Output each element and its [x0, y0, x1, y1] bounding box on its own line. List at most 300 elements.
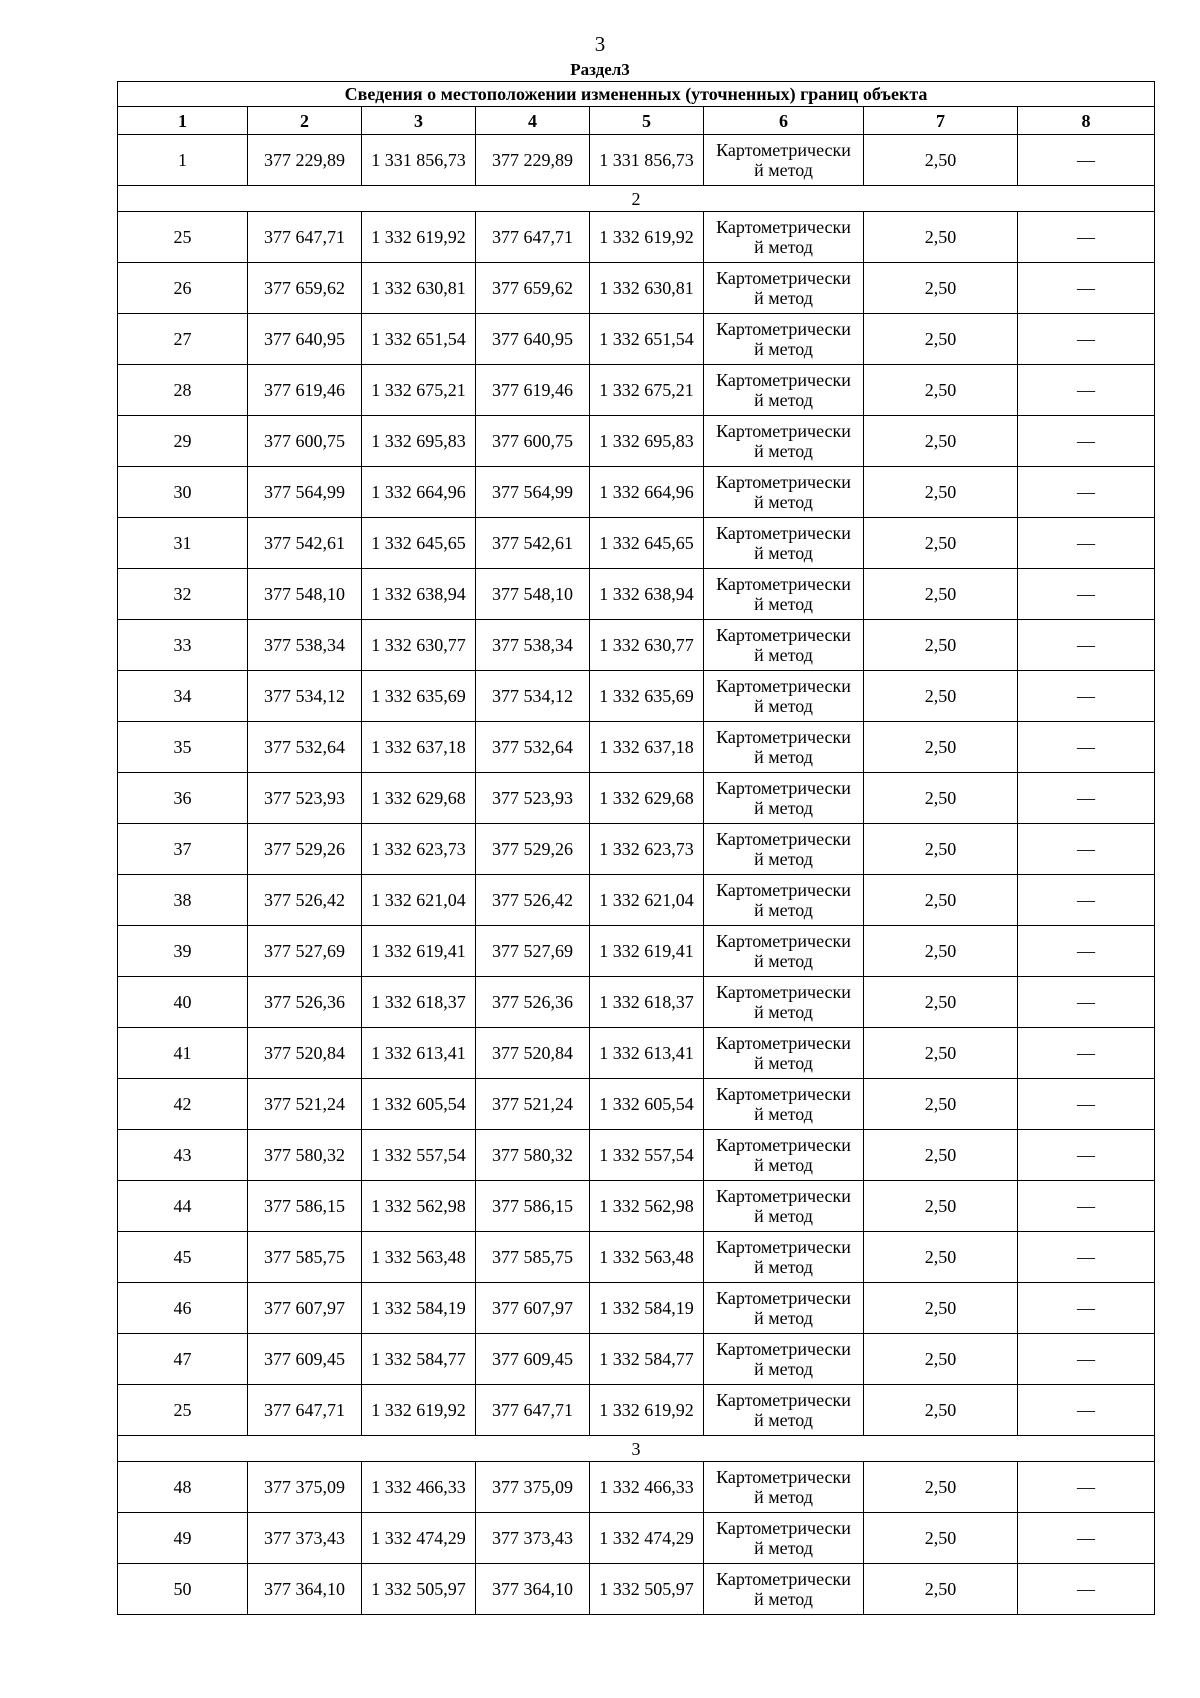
- y-new-cell: 1 332 629,68: [590, 773, 704, 824]
- y-old-cell: 1 332 619,92: [362, 1385, 476, 1436]
- method-cell: [704, 773, 864, 824]
- x-new-cell: 377 520,84: [476, 1028, 590, 1079]
- x-old-cell: 377 640,95: [248, 314, 362, 365]
- x-old-cell: 377 527,69: [248, 926, 362, 977]
- method-text-line1: Картометрически: [716, 1288, 851, 1308]
- point-number-cell: 47: [118, 1334, 248, 1385]
- method-text-line1: Картометрически: [716, 982, 851, 1002]
- description-cell: —: [1018, 1232, 1155, 1283]
- column-number: 3: [362, 107, 476, 135]
- method-text-line1: Картометрически: [716, 1186, 851, 1206]
- method-text-line2: й метод: [754, 849, 813, 869]
- table-caption-row: [118, 82, 1155, 107]
- method-text-line1: Картометрически: [716, 1390, 851, 1410]
- accuracy-cell: 2,50: [864, 671, 1018, 722]
- y-new-cell: 1 332 651,54: [590, 314, 704, 365]
- description-cell: —: [1018, 314, 1155, 365]
- point-number-cell: 26: [118, 263, 248, 314]
- point-number-cell: 45: [118, 1232, 248, 1283]
- method-cell: [704, 467, 864, 518]
- x-new-cell: 377 609,45: [476, 1334, 590, 1385]
- accuracy-cell: 2,50: [864, 1385, 1018, 1436]
- y-new-cell: 1 332 584,19: [590, 1283, 704, 1334]
- x-old-cell: 377 521,24: [248, 1079, 362, 1130]
- accuracy-cell: 2,50: [864, 1283, 1018, 1334]
- point-number-cell: 43: [118, 1130, 248, 1181]
- description-cell: —: [1018, 1079, 1155, 1130]
- method-text-line2: й метод: [754, 492, 813, 512]
- method-cell: [704, 569, 864, 620]
- x-old-cell: 377 586,15: [248, 1181, 362, 1232]
- description-cell: —: [1018, 1513, 1155, 1564]
- method-text-line1: Картометрически: [716, 880, 851, 900]
- column-number-row: [118, 107, 1155, 135]
- y-new-cell: 1 332 618,37: [590, 977, 704, 1028]
- y-old-cell: 1 332 664,96: [362, 467, 476, 518]
- y-new-cell: 1 332 562,98: [590, 1181, 704, 1232]
- method-cell: [704, 1513, 864, 1564]
- method-text-line2: й метод: [754, 696, 813, 716]
- description-cell: —: [1018, 365, 1155, 416]
- section-title: Раздел3: [570, 60, 630, 79]
- method-cell: [704, 212, 864, 263]
- table-row: [118, 263, 1155, 314]
- x-old-cell: 377 647,71: [248, 212, 362, 263]
- method-text-line1: Картометрически: [716, 1467, 851, 1487]
- accuracy-cell: 2,50: [864, 212, 1018, 263]
- y-old-cell: 1 332 557,54: [362, 1130, 476, 1181]
- point-number-cell: 33: [118, 620, 248, 671]
- method-text-line2: й метод: [754, 1538, 813, 1558]
- method-text-line2: й метод: [754, 1002, 813, 1022]
- column-number: 8: [1018, 107, 1155, 135]
- accuracy-cell: 2,50: [864, 773, 1018, 824]
- x-old-cell: 377 647,71: [248, 1385, 362, 1436]
- method-cell: [704, 135, 864, 186]
- point-number-cell: 28: [118, 365, 248, 416]
- x-new-cell: 377 364,10: [476, 1564, 590, 1615]
- x-old-cell: 377 607,97: [248, 1283, 362, 1334]
- y-new-cell: 1 332 613,41: [590, 1028, 704, 1079]
- point-number-cell: 25: [118, 212, 248, 263]
- accuracy-cell: 2,50: [864, 620, 1018, 671]
- x-old-cell: 377 529,26: [248, 824, 362, 875]
- description-cell: —: [1018, 263, 1155, 314]
- table-row: [118, 1462, 1155, 1513]
- x-new-cell: 377 538,34: [476, 620, 590, 671]
- method-cell: [704, 1079, 864, 1130]
- method-cell: [704, 518, 864, 569]
- x-old-cell: 377 520,84: [248, 1028, 362, 1079]
- y-old-cell: 1 332 635,69: [362, 671, 476, 722]
- y-new-cell: 1 331 856,73: [590, 135, 704, 186]
- y-old-cell: 1 332 651,54: [362, 314, 476, 365]
- table-row: [118, 1232, 1155, 1283]
- method-text-line2: й метод: [754, 441, 813, 461]
- table-row: [118, 1564, 1155, 1615]
- accuracy-cell: 2,50: [864, 365, 1018, 416]
- x-new-cell: 377 526,36: [476, 977, 590, 1028]
- x-new-cell: 377 542,61: [476, 518, 590, 569]
- accuracy-cell: 2,50: [864, 875, 1018, 926]
- point-number-cell: 36: [118, 773, 248, 824]
- method-text-line2: й метод: [754, 1487, 813, 1507]
- y-new-cell: 1 332 635,69: [590, 671, 704, 722]
- point-number-cell: 35: [118, 722, 248, 773]
- y-old-cell: 1 332 619,41: [362, 926, 476, 977]
- column-number: 4: [476, 107, 590, 135]
- description-cell: —: [1018, 1283, 1155, 1334]
- contour-number: 2: [118, 186, 1155, 212]
- point-number-cell: 25: [118, 1385, 248, 1436]
- y-old-cell: 1 332 695,83: [362, 416, 476, 467]
- point-number-cell: 44: [118, 1181, 248, 1232]
- description-cell: —: [1018, 926, 1155, 977]
- y-new-cell: 1 332 645,65: [590, 518, 704, 569]
- y-new-cell: 1 332 619,92: [590, 1385, 704, 1436]
- x-new-cell: 377 375,09: [476, 1462, 590, 1513]
- accuracy-cell: 2,50: [864, 977, 1018, 1028]
- description-cell: —: [1018, 518, 1155, 569]
- x-new-cell: 377 647,71: [476, 1385, 590, 1436]
- description-cell: —: [1018, 773, 1155, 824]
- accuracy-cell: 2,50: [864, 518, 1018, 569]
- method-text-line2: й метод: [754, 747, 813, 767]
- table-row: [118, 1181, 1155, 1232]
- method-cell: [704, 977, 864, 1028]
- y-new-cell: 1 332 675,21: [590, 365, 704, 416]
- y-old-cell: 1 332 630,81: [362, 263, 476, 314]
- table-row: [118, 135, 1155, 186]
- method-text-line1: Картометрически: [716, 472, 851, 492]
- y-new-cell: 1 332 621,04: [590, 875, 704, 926]
- x-old-cell: 377 229,89: [248, 135, 362, 186]
- y-old-cell: 1 332 623,73: [362, 824, 476, 875]
- description-cell: —: [1018, 722, 1155, 773]
- table-row: [118, 671, 1155, 722]
- x-old-cell: 377 564,99: [248, 467, 362, 518]
- method-text-line2: й метод: [754, 1359, 813, 1379]
- y-old-cell: 1 332 605,54: [362, 1079, 476, 1130]
- accuracy-cell: 2,50: [864, 1130, 1018, 1181]
- table-row: [118, 875, 1155, 926]
- method-text-line2: й метод: [754, 1053, 813, 1073]
- x-new-cell: 377 585,75: [476, 1232, 590, 1283]
- x-old-cell: 377 659,62: [248, 263, 362, 314]
- point-number-cell: 1: [118, 135, 248, 186]
- y-old-cell: 1 332 618,37: [362, 977, 476, 1028]
- y-new-cell: 1 332 630,81: [590, 263, 704, 314]
- y-new-cell: 1 332 563,48: [590, 1232, 704, 1283]
- accuracy-cell: 2,50: [864, 314, 1018, 365]
- method-text-line1: Картометрически: [716, 625, 851, 645]
- description-cell: —: [1018, 212, 1155, 263]
- y-old-cell: 1 332 474,29: [362, 1513, 476, 1564]
- table-row: [118, 722, 1155, 773]
- method-text-line1: Картометрически: [716, 829, 851, 849]
- method-cell: [704, 1130, 864, 1181]
- y-new-cell: 1 332 630,77: [590, 620, 704, 671]
- method-cell: [704, 671, 864, 722]
- method-cell: [704, 1181, 864, 1232]
- x-old-cell: 377 600,75: [248, 416, 362, 467]
- method-text-line2: й метод: [754, 160, 813, 180]
- x-new-cell: 377 373,43: [476, 1513, 590, 1564]
- table-row: [118, 467, 1155, 518]
- x-old-cell: 377 373,43: [248, 1513, 362, 1564]
- table-row: [118, 1283, 1155, 1334]
- table-row: [118, 365, 1155, 416]
- method-text-line1: Картометрически: [716, 778, 851, 798]
- method-text-line1: Картометрически: [716, 574, 851, 594]
- table-row: [118, 824, 1155, 875]
- method-text-line2: й метод: [754, 1410, 813, 1430]
- method-cell: [704, 1232, 864, 1283]
- method-cell: [704, 620, 864, 671]
- method-text-line2: й метод: [754, 798, 813, 818]
- y-old-cell: 1 332 584,19: [362, 1283, 476, 1334]
- method-text-line2: й метод: [754, 1104, 813, 1124]
- y-old-cell: 1 332 638,94: [362, 569, 476, 620]
- y-old-cell: 1 332 645,65: [362, 518, 476, 569]
- method-cell: [704, 1334, 864, 1385]
- method-text-line1: Картометрически: [716, 217, 851, 237]
- point-number-cell: 46: [118, 1283, 248, 1334]
- method-cell: [704, 926, 864, 977]
- method-cell: [704, 722, 864, 773]
- x-old-cell: 377 538,34: [248, 620, 362, 671]
- x-new-cell: 377 647,71: [476, 212, 590, 263]
- point-number-cell: 27: [118, 314, 248, 365]
- y-new-cell: 1 332 505,97: [590, 1564, 704, 1615]
- point-number-cell: 30: [118, 467, 248, 518]
- accuracy-cell: 2,50: [864, 1079, 1018, 1130]
- accuracy-cell: 2,50: [864, 416, 1018, 467]
- method-text-line1: Картометрически: [716, 140, 851, 160]
- x-old-cell: 377 609,45: [248, 1334, 362, 1385]
- y-new-cell: 1 332 584,77: [590, 1334, 704, 1385]
- boundary-coordinates-table: [117, 81, 1155, 1615]
- method-text-line2: й метод: [754, 1206, 813, 1226]
- y-new-cell: 1 332 638,94: [590, 569, 704, 620]
- method-text-line2: й метод: [754, 1155, 813, 1175]
- point-number-cell: 48: [118, 1462, 248, 1513]
- x-new-cell: 377 607,97: [476, 1283, 590, 1334]
- table-row: [118, 212, 1155, 263]
- column-number: 5: [590, 107, 704, 135]
- table-row: [118, 926, 1155, 977]
- description-cell: —: [1018, 416, 1155, 467]
- y-old-cell: 1 332 619,92: [362, 212, 476, 263]
- accuracy-cell: 2,50: [864, 1462, 1018, 1513]
- method-text-line1: Картометрически: [716, 1237, 851, 1257]
- x-new-cell: 377 586,15: [476, 1181, 590, 1232]
- y-new-cell: 1 332 466,33: [590, 1462, 704, 1513]
- point-number-cell: 49: [118, 1513, 248, 1564]
- x-new-cell: 377 640,95: [476, 314, 590, 365]
- table-row: [118, 1334, 1155, 1385]
- y-old-cell: 1 331 856,73: [362, 135, 476, 186]
- accuracy-cell: 2,50: [864, 1028, 1018, 1079]
- method-text-line2: й метод: [754, 288, 813, 308]
- accuracy-cell: 2,50: [864, 569, 1018, 620]
- method-cell: [704, 416, 864, 467]
- accuracy-cell: 2,50: [864, 824, 1018, 875]
- method-text-line2: й метод: [754, 645, 813, 665]
- method-text-line1: Картометрически: [716, 268, 851, 288]
- table-row: [118, 518, 1155, 569]
- contour-number: 3: [118, 1436, 1155, 1462]
- description-cell: —: [1018, 875, 1155, 926]
- point-number-cell: 42: [118, 1079, 248, 1130]
- method-text-line1: Картометрически: [716, 1033, 851, 1053]
- accuracy-cell: 2,50: [864, 263, 1018, 314]
- x-old-cell: 377 542,61: [248, 518, 362, 569]
- method-cell: [704, 1028, 864, 1079]
- description-cell: —: [1018, 1564, 1155, 1615]
- column-number: 6: [704, 107, 864, 135]
- method-text-line2: й метод: [754, 237, 813, 257]
- method-text-line2: й метод: [754, 390, 813, 410]
- method-cell: [704, 365, 864, 416]
- y-new-cell: 1 332 605,54: [590, 1079, 704, 1130]
- y-old-cell: 1 332 675,21: [362, 365, 476, 416]
- y-new-cell: 1 332 695,83: [590, 416, 704, 467]
- accuracy-cell: 2,50: [864, 1334, 1018, 1385]
- accuracy-cell: 2,50: [864, 1564, 1018, 1615]
- x-old-cell: 377 364,10: [248, 1564, 362, 1615]
- accuracy-cell: 2,50: [864, 467, 1018, 518]
- table-row: [118, 416, 1155, 467]
- x-old-cell: 377 585,75: [248, 1232, 362, 1283]
- y-new-cell: 1 332 664,96: [590, 467, 704, 518]
- x-new-cell: 377 619,46: [476, 365, 590, 416]
- table-row: [118, 1028, 1155, 1079]
- table-row: [118, 314, 1155, 365]
- x-old-cell: 377 532,64: [248, 722, 362, 773]
- x-new-cell: 377 521,24: [476, 1079, 590, 1130]
- y-new-cell: 1 332 637,18: [590, 722, 704, 773]
- description-cell: —: [1018, 135, 1155, 186]
- method-text-line2: й метод: [754, 951, 813, 971]
- table-row: [118, 1513, 1155, 1564]
- table-row: [118, 1385, 1155, 1436]
- y-old-cell: 1 332 621,04: [362, 875, 476, 926]
- x-new-cell: 377 529,26: [476, 824, 590, 875]
- column-number: 2: [248, 107, 362, 135]
- table-row: [118, 1079, 1155, 1130]
- y-new-cell: 1 332 619,41: [590, 926, 704, 977]
- y-new-cell: 1 332 619,92: [590, 212, 704, 263]
- method-cell: [704, 1385, 864, 1436]
- description-cell: —: [1018, 1028, 1155, 1079]
- x-new-cell: 377 527,69: [476, 926, 590, 977]
- table-row: [118, 773, 1155, 824]
- x-new-cell: 377 532,64: [476, 722, 590, 773]
- method-text-line1: Картометрически: [716, 1084, 851, 1104]
- method-text-line1: Картометрически: [716, 319, 851, 339]
- page-number: 3: [594, 32, 606, 56]
- method-text-line1: Картометрически: [716, 1339, 851, 1359]
- y-old-cell: 1 332 505,97: [362, 1564, 476, 1615]
- y-old-cell: 1 332 630,77: [362, 620, 476, 671]
- column-number: 1: [118, 107, 248, 135]
- method-cell: [704, 314, 864, 365]
- point-number-cell: 39: [118, 926, 248, 977]
- description-cell: —: [1018, 1130, 1155, 1181]
- accuracy-cell: 2,50: [864, 135, 1018, 186]
- point-number-cell: 40: [118, 977, 248, 1028]
- method-text-line1: Картометрически: [716, 931, 851, 951]
- method-text-line2: й метод: [754, 1589, 813, 1609]
- method-text-line2: й метод: [754, 1308, 813, 1328]
- y-old-cell: 1 332 637,18: [362, 722, 476, 773]
- y-old-cell: 1 332 466,33: [362, 1462, 476, 1513]
- method-text-line1: Картометрически: [716, 676, 851, 696]
- y-old-cell: 1 332 584,77: [362, 1334, 476, 1385]
- table-row: [118, 977, 1155, 1028]
- y-new-cell: 1 332 557,54: [590, 1130, 704, 1181]
- description-cell: —: [1018, 569, 1155, 620]
- column-number: 7: [864, 107, 1018, 135]
- table-row: [118, 1130, 1155, 1181]
- method-text-line2: й метод: [754, 543, 813, 563]
- x-old-cell: 377 580,32: [248, 1130, 362, 1181]
- point-number-cell: 38: [118, 875, 248, 926]
- method-text-line2: й метод: [754, 1257, 813, 1277]
- description-cell: —: [1018, 1462, 1155, 1513]
- method-text-line1: Картометрически: [716, 523, 851, 543]
- point-number-cell: 34: [118, 671, 248, 722]
- method-cell: [704, 1564, 864, 1615]
- description-cell: —: [1018, 1334, 1155, 1385]
- x-old-cell: 377 526,42: [248, 875, 362, 926]
- table-row: [118, 620, 1155, 671]
- method-cell: [704, 824, 864, 875]
- accuracy-cell: 2,50: [864, 722, 1018, 773]
- accuracy-cell: 2,50: [864, 1513, 1018, 1564]
- x-new-cell: 377 548,10: [476, 569, 590, 620]
- x-new-cell: 377 523,93: [476, 773, 590, 824]
- description-cell: —: [1018, 977, 1155, 1028]
- x-old-cell: 377 534,12: [248, 671, 362, 722]
- method-text-line1: Картометрически: [716, 1569, 851, 1589]
- x-new-cell: 377 229,89: [476, 135, 590, 186]
- x-old-cell: 377 523,93: [248, 773, 362, 824]
- method-cell: [704, 875, 864, 926]
- description-cell: —: [1018, 620, 1155, 671]
- method-cell: [704, 1283, 864, 1334]
- y-old-cell: 1 332 629,68: [362, 773, 476, 824]
- method-text-line1: Картометрически: [716, 1135, 851, 1155]
- x-old-cell: 377 619,46: [248, 365, 362, 416]
- accuracy-cell: 2,50: [864, 926, 1018, 977]
- contour-group-row: [118, 186, 1155, 212]
- method-text-line1: Картометрически: [716, 1518, 851, 1538]
- x-old-cell: 377 526,36: [248, 977, 362, 1028]
- description-cell: —: [1018, 1385, 1155, 1436]
- x-new-cell: 377 564,99: [476, 467, 590, 518]
- method-text-line2: й метод: [754, 594, 813, 614]
- y-new-cell: 1 332 474,29: [590, 1513, 704, 1564]
- description-cell: —: [1018, 824, 1155, 875]
- table-row: [118, 569, 1155, 620]
- x-new-cell: 377 526,42: [476, 875, 590, 926]
- description-cell: —: [1018, 1181, 1155, 1232]
- x-new-cell: 377 534,12: [476, 671, 590, 722]
- accuracy-cell: 2,50: [864, 1181, 1018, 1232]
- table-caption: Сведения о местоположении измененных (уточненных) границ объекта: [118, 82, 1155, 107]
